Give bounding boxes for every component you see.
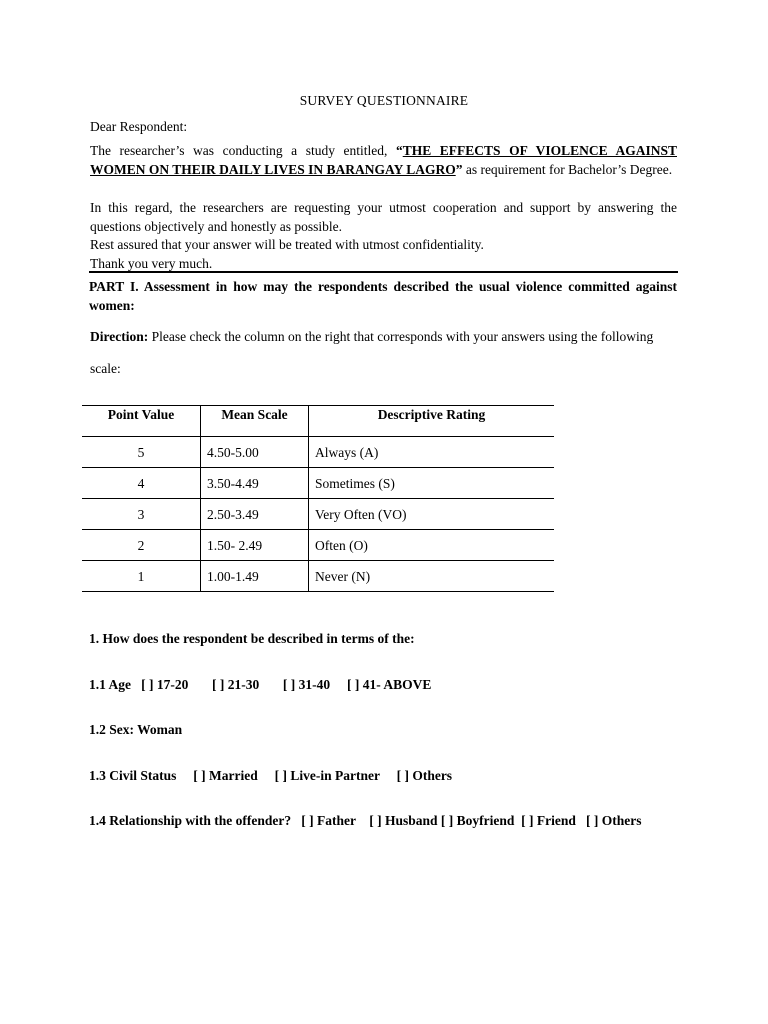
header-point-value: Point Value bbox=[82, 406, 201, 437]
question-1: 1. How does the respondent be described in terms of the: bbox=[89, 631, 415, 646]
question-1-2-sex: 1.2 Sex: Woman bbox=[89, 722, 183, 737]
descriptive-rating-cell: Sometimes (S) bbox=[309, 468, 555, 499]
point-value-cell: 2 bbox=[82, 530, 201, 561]
descriptive-rating-cell: Always (A) bbox=[309, 437, 555, 468]
question-1-4-relationship: 1.4 Relationship with the offender? [ ] Father [ ] Husband [ ] Boyfriend [ ] Friend [ ] Others bbox=[89, 813, 642, 828]
mean-scale-cell: 1.00-1.49 bbox=[201, 561, 309, 592]
point-value-cell: 3 bbox=[82, 499, 201, 530]
table-row bbox=[82, 499, 554, 530]
point-value-cell: 5 bbox=[82, 437, 201, 468]
rating-scale-table bbox=[82, 405, 554, 592]
header-descriptive-rating: Descriptive Rating bbox=[309, 406, 555, 437]
intro-paragraph-3: Rest assured that your answer will be treated with utmost confidentiality. bbox=[90, 237, 484, 252]
study-title: THE EFFECTS OF VIOLENCE AGAINST WOMEN ON THEIR DAILY LIVES IN BARANGAY LAGRO bbox=[90, 143, 677, 177]
question-1-3-civil-status: 1.3 Civil Status [ ] Married [ ] Live-in Partner [ ] Others bbox=[89, 768, 453, 783]
part1-heading: PART I. Assessment in how may the respondents described the usual violence committed against women: bbox=[89, 279, 677, 313]
point-value-cell: 1 bbox=[82, 561, 201, 592]
descriptive-rating-cell: Never (N) bbox=[309, 561, 555, 592]
horizontal-rule bbox=[89, 271, 678, 273]
question-1-1-age: 1.1 Age [ ] 17-20 [ ] 21-30 [ ] 31-40 [ ] 41- ABOVE bbox=[89, 677, 432, 692]
direction-line bbox=[90, 327, 680, 346]
table-row bbox=[82, 468, 554, 499]
table-row bbox=[82, 437, 554, 468]
open-quote: “ bbox=[395, 143, 403, 158]
point-value-cell: 4 bbox=[82, 468, 201, 499]
header-mean-scale: Mean Scale bbox=[201, 406, 309, 437]
close-quote: ” bbox=[455, 162, 463, 177]
salutation: Dear Respondent: bbox=[90, 119, 188, 134]
table-row bbox=[82, 561, 554, 592]
direction-text: Please check the column on the right that corresponds with your answers using the following bbox=[148, 329, 654, 344]
intro-trail-text: as requirement for Bachelor’s Degree. bbox=[462, 162, 673, 177]
mean-scale-cell: 3.50-4.49 bbox=[201, 468, 309, 499]
mean-scale-cell: 4.50-5.00 bbox=[201, 437, 309, 468]
intro-lead-text: The researcher’s was conducting a study entitled, bbox=[90, 143, 396, 158]
mean-scale-cell: 2.50-3.49 bbox=[201, 499, 309, 530]
intro-paragraph-1 bbox=[90, 141, 677, 179]
mean-scale-cell: 1.50- 2.49 bbox=[201, 530, 309, 561]
descriptive-rating-cell: Very Often (VO) bbox=[309, 499, 555, 530]
table-header-row bbox=[82, 406, 554, 437]
document-title: SURVEY QUESTIONNAIRE bbox=[299, 93, 469, 108]
direction-label: Direction: bbox=[90, 329, 149, 344]
intro-paragraph-2: In this regard, the researchers are requesting your utmost cooperation and support by answering the questions objectively and honestly as possible. bbox=[90, 200, 677, 234]
intro-paragraph-4: Thank you very much. bbox=[90, 256, 213, 271]
descriptive-rating-cell: Often (O) bbox=[309, 530, 555, 561]
direction-continuation: scale: bbox=[90, 361, 121, 376]
table-row bbox=[82, 530, 554, 561]
